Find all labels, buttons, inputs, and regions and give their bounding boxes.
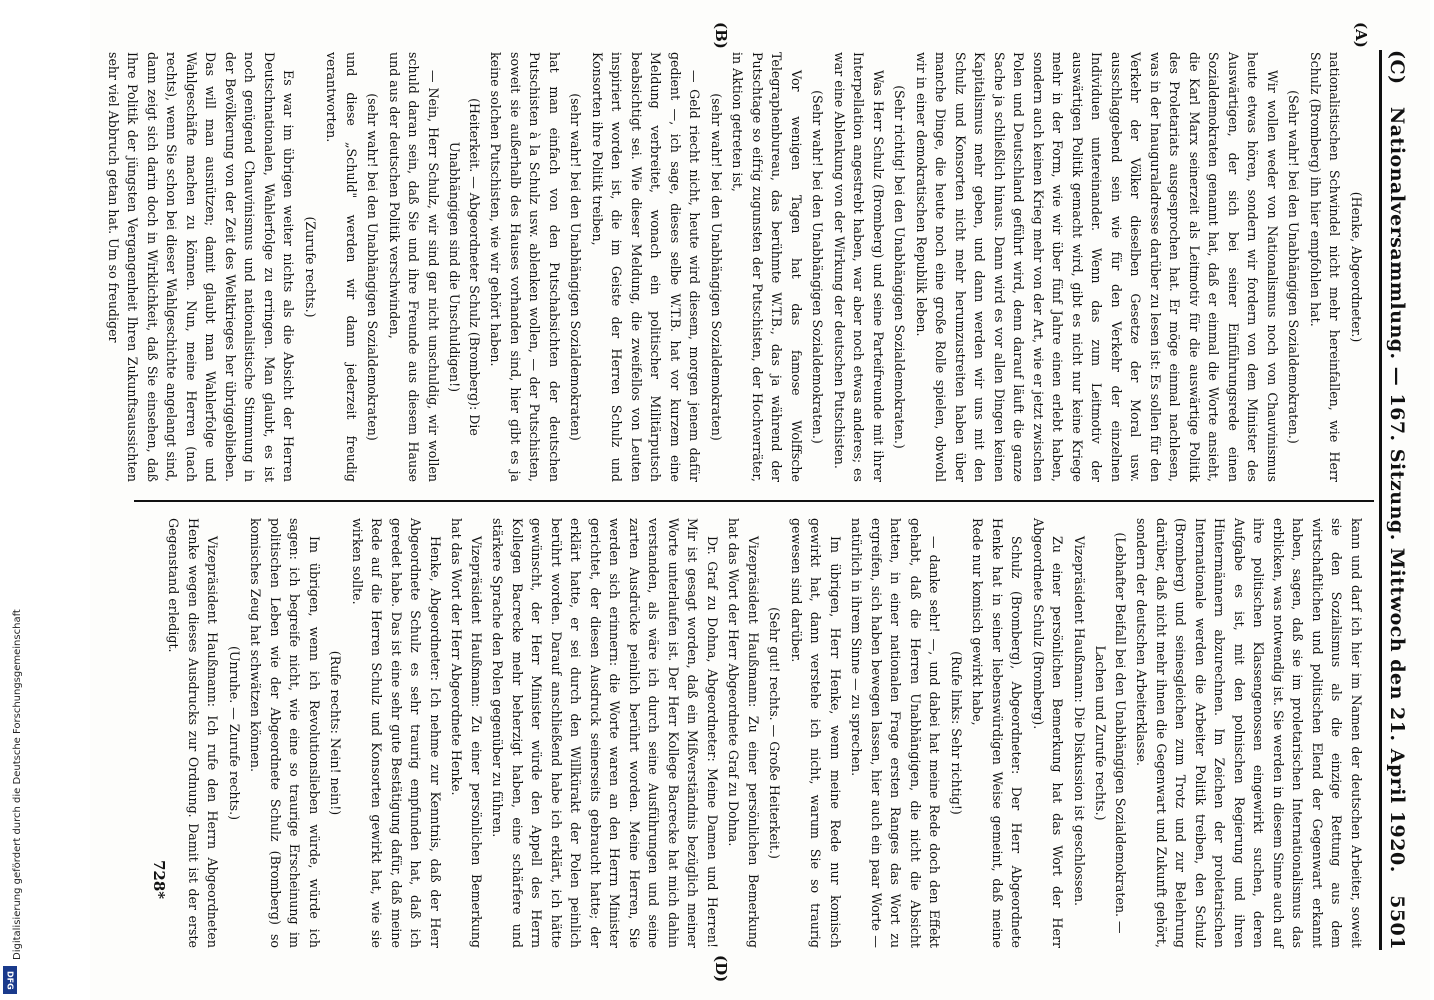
speaker-paragraph: Henke, Abgeordneter: Ich nehme zur Kenntnis, daß der Herr Abgeordnete Schulz es sehr traurig empfunden hat, daß ich geredet habe. Das ist eine sehr gute Bestätigung dafür, daß meine Rede auf die Herren Schulz und Konsorten gewirkt hat, wie sie wirken sollte. (350, 518, 443, 948)
interjection: (Zurufe rechts.) (303, 216, 318, 318)
interjection: (Rufe rechts: Nein! nein!) (328, 650, 344, 816)
page-number: 5501 (1386, 895, 1408, 950)
paragraph: Was Herr Schulz (Bromberg) und seine Parteifreunde mit ihrer Interpellation angestrebt haben, war aber noch etwas anderes; es war eine Ablenkung von der Wirkung der deutschen Putschisten. (832, 52, 886, 482)
paragraph: Im übrigen, Herr Henke, wenn meine Rede nur komisch gewirkt hat, dann verstehe ich nicht, warum Sie so traurig gewesen sind darüber. (789, 518, 843, 948)
column-divider (134, 500, 1374, 502)
column-marker-b: (B) (712, 22, 730, 49)
folio-number: 728* (150, 860, 168, 900)
speaker-paragraph: Vizepräsident Haußmann: Die Diskussion ist geschlossen. (1072, 536, 1087, 907)
page-title: Nationalversammlung. — 167. Sitzung. Mittwoch den 21. April 1920. (1386, 106, 1408, 873)
paragraph: — danke sehr! —, und dabei hat meine Rede doch den Effekt gehabt, daß die Herren Unabhängigen, die nicht die Absicht hatten, in einer nationalen Frage ersten Ranges das Wort zu ergreifen, sich haben bewegen lassen, hier auch ein paar Worte — natürlich in ihrem Sinne — zu sprechen. (849, 518, 943, 948)
left-column (106, 52, 1366, 482)
paragraph: Es war im übrigen weiter nichts als die Absicht der Herren Deutschnationalen, Wahlerfolge zu erringen. Man glaubt, es ist noch genügend Chauvinismus und nationalistische Stimmung in der Bevölkerung von der Zeit des Weltkrieges her übriggeblieben. Das will man ausnützen; damit glaubt man Wahlerfolge und Wahlgeschäfte machen zu können. Nun, meine Herren (nach rechts), wenn Sie schon bei dieser Wahlgeschichte angelangt sind, dann zeigt sich darin doch in Wirklichkeit, daß Sie einsehen, daß Ihre Politik der jüngsten Vergangenheit Ihren Zukunftsaussichten sehr viel Abbruch getan hat. Um so freudiger (106, 52, 297, 482)
scanned-page (90, 0, 1430, 1000)
interjection: (Sehr wahr! bei den Unabhängigen Sozialdemokraten.) (1286, 90, 1302, 444)
speaker-paragraph: Vizepräsident Haußmann: Ich rufe den Herrn Abgeordneten Henke wegen dieses Ausdrucks zur Ordnung. Damit ist der erste Gegenstand erledigt. (166, 518, 221, 948)
paragraph: hat man einfach von den Putschabsichten der deutschen Putschisten à la Schulz usw. ablenken wollen, — der Putschisten, soweit sie außerhalb des Hauses vorhanden sind, hier gibt es ja keine solchen Putschisten, wie wir gehört haben. (488, 52, 562, 482)
paragraph: — Nein, Herr Schulz, wir sind gar nicht unschuldig, wir wollen schuld daran sein, daß Sie und ihre Freunde aus diesem Hause und aus der deutschen Politik verschwinden, (387, 52, 441, 482)
column-marker-a: (A) (1352, 22, 1370, 48)
paragraph: kann und darf ich hier im Namen der deutschen Arbeiter, soweit sie den Sozialismus als die einzige Rettung aus dem wirtschaftlichen und politischen Elend der Gegenwart erkannt haben, sagen, daß sie im proletarischen Internationalismus das erblicken, was notwendig ist. Sie werden in diesem Sinne auch auf ihre politischen Klassengenossen eingewirkt suchen, deren Aufgabe es ist, mit den polnischen Regierung und ihren Hintermännern abzurechnen. Im Zeichen der proletarischen Internationale werden die Arbeiter Politik treiben, den Schulz (Bromberg) und seinesgleichen zum Trotz und zur Belehrung darüber, daß nicht mehr ihnen die Gegenwart und Zukunft gehört, sondern der deutschen Arbeiterklasse. (1134, 518, 1364, 948)
speaker-continuation: (Henke, Abgeordneter.) (1349, 191, 1364, 343)
speaker-paragraph: Vizepräsident Haußmann: Zu einer persönlichen Bemerkung hat das Wort der Herr Abgeordnete Henke. (449, 518, 484, 948)
interjection: (Sehr gut! rechts. — Große Heiterkeit.) (767, 607, 783, 859)
paragraph: Zu einer persönlichen Bemerkung hat das Wort der Herr Abgeordnete Schulz (Bromberg). (1031, 518, 1066, 948)
column-marker-d: (D) (712, 955, 730, 983)
attribution-text: Digitalisierung gefördert durch die Deutsche Forschungsgemeinschaft (12, 609, 23, 960)
column-marker-c: (C) (1386, 50, 1408, 85)
paragraph: und diese „Schuld" werden wir dann jederzeit freudig verantworten. (324, 52, 359, 482)
dfg-logo: DFG (3, 966, 17, 994)
speaker-paragraph: Vizepräsident Haußmann: Zu einer persönlichen Bemerkung hat das Wort der Herr Abgeordnete Graf zu Dohna. (726, 518, 761, 948)
header-rule (1379, 50, 1380, 950)
interjection: (sehr wahr! bei den Unabhängigen Sozialdemokraten) (568, 93, 584, 441)
paragraph: Vor wenigen Tagen hat das famose Wolffsche Telegraphenbureau, das berühmte W.T.B., das ja während der Putschtage so eifrig zugunsten der Putschisten, der Hochverräter, in Aktion getreten ist, (730, 52, 804, 482)
interjection: (Sehr wahr! bei den Unabhängigen Sozialdemokraten.) (810, 90, 826, 444)
interjection: (sehr wahr! bei den Unabhängigen Sozialdemokraten) (365, 93, 381, 441)
paragraph: Im übrigen, wenn ich Revolutionslieben würde, würde ich sagen: ich begreife nicht, wie eine so traurige Erscheinung im politischen Leben wie der Abgeordnete Schulz (Bromberg) so komisches Zeug hat schwätzen können. (248, 518, 322, 948)
interjection: (Heiterkeit. — Abgeordneter Schulz (Bromberg): Die Unabhängigen sind die Unschuldigen!) (447, 98, 482, 436)
right-column (136, 518, 1366, 948)
paragraph: Wir wollen weder von Nationalismus noch von Chauvinismus heute etwas hören, sondern wir fordern von dem Minister des Auswärtigen, der sich bei seiner Einführungsrede einen Sozialdemokraten genannt hat, daß er einmal die Worte ansieht, die Karl Marx seinerzeit als Leitmotiv für die auswärtige Politik des Proletariats ausgesprochen hat. Er möge einmal nachlesen, was in der Inauguraladresse darüber zu lesen ist: Es sollen für den Verkehr der Völker dieselben Gesetze der Moral usw. ausschlaggebend sein wie für den Verkehr der einzelnen Individuen untereinander. Wenn das zum Leitmotiv der auswärtigen Politik gemacht wird, gibt es nicht nur keine Kriege mehr in der Form, wie wir über fünf Jahre einen erlebt haben, sondern auch keinen Krieg mehr von der Art, wie er jetzt zwischen Polen und Deutschland geführt wird, denn darauf läuft die ganze Sache ja schließlich hinaus. Dann wird es vor allen Dingen keinen Kapitalismus mehr geben, und dann werden wir uns mit den Schulz und Konsorten nicht mehr herumzustreiten haben über manche Dinge, die heute noch eine große Rolle spielen, obwohl wir in einer demokratischen Republik leben. (914, 52, 1280, 482)
paragraph: — Geld riecht nicht, heute wird diesem, morgen jenem dafür gedient —, ich sage, dieses selbe W.T.B. hat vor kurzem eine Meldung verbreitet, wonach ein politischer Militärputsch beabsichtigt sei. Wie dieser Meldung, die zweifellos von Leuten inspiriert worden ist, die im Geiste der Herren Schulz und Konsorten ihre Politik treiben, (590, 52, 703, 482)
attribution-strip (0, 0, 23, 1000)
rotated-sheet (90, 0, 1430, 1000)
speaker-paragraph: Schulz (Bromberg), Abgeordneter: Der Herr Abgeordnete Henke hat in seiner liebenswürdigen Weise gemeint, daß meine Rede nur komisch gewirkt habe, (970, 518, 1025, 948)
paragraph: nationalistischen Schwindel nicht mehr hereinfallen, wie Herr Schulz (Bromberg) ihn hier empfohlen hat. (1308, 52, 1343, 482)
speaker-paragraph: Dr. Graf zu Dohna, Abgeordneter: Meine Damen und Herren! Mir ist gesagt worden, daß ein Mißverständnis bezüglich meiner Worte unterlaufen ist. Der Herr Kollege Bacrecke hat mich dahin verstanden, als wäre ich durch seine Ausführungen und seine zarten Ausdrücke peinlich berührt worden. Meine Herren, Sie werden sich erinnern: die Worte waren an den Herrn Minister gerichtet, der diesen Ausdruck seinerseits gebraucht hatte; der erklärt hatte, er sei durch den Willkürakt der Polen peinlich berührt worden. Darauf anschließend habe ich erklärt, ich hätte gewünscht, der Herr Minister würde den Appell des Herrn Kollegen Bacrecke mehr beherzigt haben, eine schärfere und stärkere Sprache den Polen gegenüber zu führen. (490, 518, 720, 948)
interjection: (Unruhe. — Zurufe rechts.) (227, 645, 242, 821)
interjection: (sehr wahr! bei den Unabhängigen Sozialdemokraten) (709, 93, 724, 441)
interjection: (Lebhafter Beifall bei den Unabhängigen Sozialdemokraten. — Lachen und Zurufe rechts.) (1093, 532, 1128, 934)
page-header (1380, 50, 1412, 950)
interjection: (Sehr richtig! bei den Unabhängigen Sozialdemokraten.) (892, 85, 908, 449)
interjection: (Rufe links: Sehr richtig!) (949, 651, 964, 815)
